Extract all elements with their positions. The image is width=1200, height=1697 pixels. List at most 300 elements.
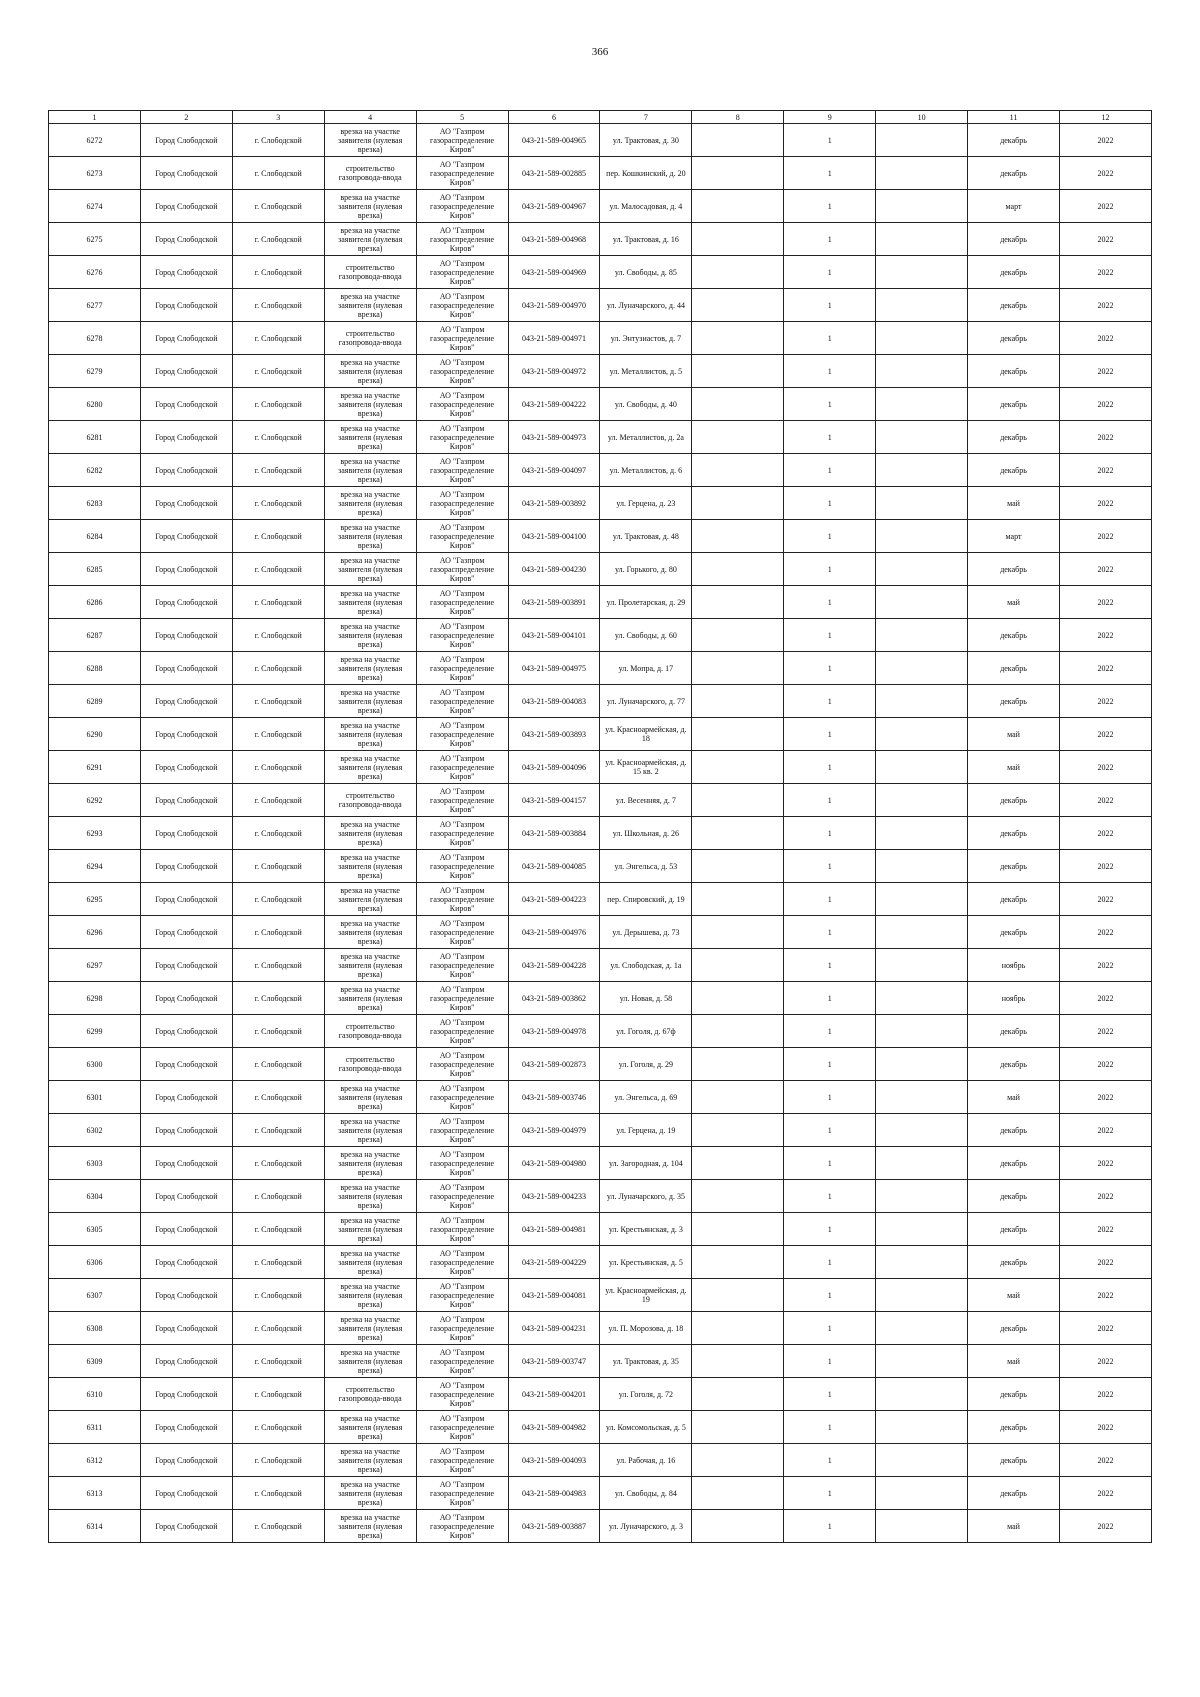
cell-column-10: [876, 1147, 968, 1180]
cell-year: [1059, 619, 1151, 652]
address-text: ул. Загородная, д. 104: [609, 1158, 683, 1168]
organization-text: АО "Газпром газораспределение Киров": [430, 720, 495, 748]
cell-address: [600, 1147, 692, 1180]
cell-municipality: [140, 1312, 232, 1345]
cell-work-type: [324, 619, 416, 652]
municipality-text: Город Слободской: [155, 201, 218, 211]
cell-year: [1059, 190, 1151, 223]
cell-year: [1059, 850, 1151, 883]
cell-work-type: [324, 157, 416, 190]
month-text: декабрь: [1000, 234, 1027, 244]
table-row: [49, 685, 1152, 718]
cell-settlement: [232, 421, 324, 454]
cell-work-type: [324, 1114, 416, 1147]
cell-year: [1059, 1246, 1151, 1279]
cell-year: [1059, 1048, 1151, 1081]
address-text: пер. Спировский, д. 19: [607, 894, 685, 904]
row-number-text: 6288: [86, 663, 103, 673]
cell-year: [1059, 1213, 1151, 1246]
municipality-text: Город Слободской: [155, 399, 218, 409]
cell-quantity: [784, 1510, 876, 1543]
quantity-text: 1: [827, 1224, 832, 1234]
cell-settlement: [232, 1147, 324, 1180]
cell-row-number: [49, 1180, 141, 1213]
cell-municipality: [140, 949, 232, 982]
address-text: ул. Пролетарская, д. 29: [606, 597, 686, 607]
cell-municipality: [140, 1345, 232, 1378]
cell-quantity: [784, 1378, 876, 1411]
month-text: ноябрь: [1001, 960, 1026, 970]
cell-settlement: [232, 1114, 324, 1147]
municipality-text: Город Слободской: [155, 1092, 218, 1102]
row-number-text: 6306: [86, 1257, 103, 1267]
address-text: ул. П. Морозова, д. 18: [608, 1323, 684, 1333]
table-row: [49, 1345, 1152, 1378]
cell-municipality: [140, 652, 232, 685]
cell-row-number: [49, 718, 141, 751]
cell-column-10: [876, 1312, 968, 1345]
cell-municipality: [140, 289, 232, 322]
year-text: 2022: [1097, 1389, 1114, 1399]
cell-address: [600, 256, 692, 289]
settlement-text: г. Слободской: [254, 663, 302, 673]
settlement-text: г. Слободской: [254, 1026, 302, 1036]
application-code-text: 043-21-589-004201: [521, 1389, 586, 1399]
cell-column-8: [692, 1081, 784, 1114]
cell-settlement: [232, 256, 324, 289]
table-row: [49, 916, 1152, 949]
municipality-text: Город Слободской: [155, 1125, 218, 1135]
settlement-text: г. Слободской: [254, 465, 302, 475]
cell-column-10: [876, 1048, 968, 1081]
cell-municipality: [140, 1279, 232, 1312]
quantity-text: 1: [827, 201, 832, 211]
cell-address: [600, 487, 692, 520]
cell-row-number: [49, 1213, 141, 1246]
application-code-text: 043-21-589-004976: [521, 927, 586, 937]
cell-organization: [416, 223, 508, 256]
cell-row-number: [49, 751, 141, 784]
application-code-text: 043-21-589-004081: [521, 1290, 586, 1300]
settlement-text: г. Слободской: [254, 498, 302, 508]
cell-year: [1059, 1378, 1151, 1411]
row-number-text: 6299: [86, 1026, 103, 1036]
table-row: [49, 256, 1152, 289]
table-row: [49, 1378, 1152, 1411]
month-text: декабрь: [1000, 1488, 1027, 1498]
cell-year: [1059, 1477, 1151, 1510]
cell-municipality: [140, 487, 232, 520]
cell-column-10: [876, 421, 968, 454]
cell-row-number: [49, 1114, 141, 1147]
cell-application-code: [508, 1444, 600, 1477]
cell-column-10: [876, 157, 968, 190]
cell-work-type: [324, 1411, 416, 1444]
row-number-text: 6290: [86, 729, 103, 739]
cell-address: [600, 1345, 692, 1378]
address-text: ул. Свободы, д. 85: [614, 267, 677, 277]
column-header-9: 9: [784, 111, 876, 124]
cell-work-type: [324, 652, 416, 685]
settlement-text: г. Слободской: [254, 432, 302, 442]
organization-text: АО "Газпром газораспределение Киров": [430, 654, 495, 682]
settlement-text: г. Слободской: [254, 630, 302, 640]
cell-quantity: [784, 553, 876, 586]
cell-application-code: [508, 421, 600, 454]
cell-quantity: [784, 355, 876, 388]
address-text: ул. Луначарского, д. 35: [606, 1191, 685, 1201]
cell-application-code: [508, 1147, 600, 1180]
table-row: [49, 355, 1152, 388]
municipality-text: Город Слободской: [155, 1257, 218, 1267]
cell-work-type: [324, 1279, 416, 1312]
cell-quantity: [784, 982, 876, 1015]
cell-year: [1059, 1510, 1151, 1543]
cell-column-8: [692, 850, 784, 883]
month-text: декабрь: [1000, 366, 1027, 376]
cell-organization: [416, 157, 508, 190]
table-row: [49, 157, 1152, 190]
month-text: декабрь: [1000, 300, 1027, 310]
cell-address: [600, 784, 692, 817]
cell-column-10: [876, 751, 968, 784]
cell-year: [1059, 520, 1151, 553]
cell-municipality: [140, 190, 232, 223]
cell-row-number: [49, 652, 141, 685]
address-text: ул. Луначарского, д. 44: [606, 300, 685, 310]
cell-year: [1059, 388, 1151, 421]
cell-column-10: [876, 949, 968, 982]
table-row: [49, 1411, 1152, 1444]
cell-quantity: [784, 718, 876, 751]
cell-work-type: [324, 1048, 416, 1081]
row-number-text: 6272: [86, 135, 103, 145]
address-text: ул. Горького, д. 80: [614, 564, 677, 574]
quantity-text: 1: [827, 234, 832, 244]
cell-municipality: [140, 1147, 232, 1180]
municipality-text: Город Слободской: [155, 1389, 218, 1399]
cell-column-8: [692, 190, 784, 223]
cell-organization: [416, 355, 508, 388]
cell-municipality: [140, 1048, 232, 1081]
settlement-text: г. Слободской: [254, 1191, 302, 1201]
cell-column-8: [692, 322, 784, 355]
address-text: ул. Школьная, д. 26: [612, 828, 680, 838]
cell-organization: [416, 1477, 508, 1510]
cell-municipality: [140, 586, 232, 619]
work-type-text: строительство газопровода-ввода: [338, 1022, 402, 1040]
row-number-text: 6279: [86, 366, 103, 376]
cell-column-10: [876, 256, 968, 289]
month-text: декабрь: [1000, 630, 1027, 640]
cell-address: [600, 1246, 692, 1279]
column-header-8: 8: [692, 111, 784, 124]
cell-quantity: [784, 520, 876, 553]
cell-address: [600, 421, 692, 454]
year-text: 2022: [1097, 135, 1114, 145]
cell-month: [968, 388, 1060, 421]
organization-text: АО "Газпром газораспределение Киров": [430, 951, 495, 979]
organization-text: АО "Газпром газораспределение Киров": [430, 852, 495, 880]
work-type-text: врезка на участке заявителя (нулевая врезка): [338, 819, 403, 847]
row-number-text: 6303: [86, 1158, 103, 1168]
cell-month: [968, 322, 1060, 355]
work-type-text: врезка на участке заявителя (нулевая врезка): [338, 1182, 403, 1210]
work-type-text: строительство газопровода-ввода: [338, 791, 402, 809]
cell-quantity: [784, 1147, 876, 1180]
table-row: [49, 1477, 1152, 1510]
cell-application-code: [508, 388, 600, 421]
cell-quantity: [784, 1312, 876, 1345]
organization-text: АО "Газпром газораспределение Киров": [430, 357, 495, 385]
quantity-text: 1: [827, 1026, 832, 1036]
cell-column-8: [692, 256, 784, 289]
application-code-text: 043-21-589-004157: [521, 795, 586, 805]
cell-month: [968, 718, 1060, 751]
cell-application-code: [508, 157, 600, 190]
organization-text: АО "Газпром газораспределение Киров": [430, 1314, 495, 1342]
settlement-text: г. Слободской: [254, 1290, 302, 1300]
year-text: 2022: [1097, 762, 1114, 772]
cell-work-type: [324, 190, 416, 223]
organization-text: АО "Газпром газораспределение Киров": [430, 1050, 495, 1078]
cell-month: [968, 256, 1060, 289]
table-row: [49, 619, 1152, 652]
quantity-text: 1: [827, 861, 832, 871]
cell-month: [968, 1444, 1060, 1477]
cell-month: [968, 1477, 1060, 1510]
organization-text: АО "Газпром газораспределение Киров": [430, 555, 495, 583]
cell-municipality: [140, 1444, 232, 1477]
cell-application-code: [508, 619, 600, 652]
cell-settlement: [232, 1411, 324, 1444]
quantity-text: 1: [827, 1125, 832, 1135]
row-number-text: 6283: [86, 498, 103, 508]
cell-address: [600, 685, 692, 718]
cell-organization: [416, 289, 508, 322]
cell-column-8: [692, 1411, 784, 1444]
cell-organization: [416, 1048, 508, 1081]
address-text: ул. Дерышева, д. 73: [612, 927, 680, 937]
table-row: [49, 718, 1152, 751]
cell-work-type: [324, 520, 416, 553]
quantity-text: 1: [827, 1455, 832, 1465]
year-text: 2022: [1097, 861, 1114, 871]
cell-year: [1059, 685, 1151, 718]
cell-column-10: [876, 1114, 968, 1147]
municipality-text: Город Слободской: [155, 1026, 218, 1036]
cell-application-code: [508, 553, 600, 586]
address-text: ул. Луначарского, д. 3: [608, 1521, 683, 1531]
cell-settlement: [232, 487, 324, 520]
cell-address: [600, 1279, 692, 1312]
quantity-text: 1: [827, 267, 832, 277]
work-type-text: врезка на участке заявителя (нулевая врезка): [338, 621, 403, 649]
quantity-text: 1: [827, 531, 832, 541]
quantity-text: 1: [827, 564, 832, 574]
cell-quantity: [784, 124, 876, 157]
cell-month: [968, 1048, 1060, 1081]
cell-address: [600, 619, 692, 652]
organization-text: АО "Газпром газораспределение Киров": [430, 225, 495, 253]
cell-address: [600, 223, 692, 256]
cell-settlement: [232, 883, 324, 916]
work-type-text: врезка на участке заявителя (нулевая врезка): [338, 753, 403, 781]
cell-row-number: [49, 883, 141, 916]
year-text: 2022: [1097, 1224, 1114, 1234]
work-type-text: врезка на участке заявителя (нулевая врезка): [338, 1215, 403, 1243]
address-text: ул. Гоголя, д. 29: [618, 1059, 674, 1069]
year-text: 2022: [1097, 828, 1114, 838]
cell-work-type: [324, 1477, 416, 1510]
cell-column-8: [692, 1048, 784, 1081]
row-number-text: 6309: [86, 1356, 103, 1366]
cell-application-code: [508, 1015, 600, 1048]
cell-year: [1059, 421, 1151, 454]
quantity-text: 1: [827, 993, 832, 1003]
work-type-text: врезка на участке заявителя (нулевая врезка): [338, 522, 403, 550]
cell-application-code: [508, 124, 600, 157]
cell-column-8: [692, 421, 784, 454]
cell-address: [600, 751, 692, 784]
cell-month: [968, 553, 1060, 586]
cell-address: [600, 1312, 692, 1345]
cell-address: [600, 1081, 692, 1114]
cell-column-10: [876, 553, 968, 586]
cell-work-type: [324, 685, 416, 718]
settlement-text: г. Слободской: [254, 135, 302, 145]
organization-text: АО "Газпром газораспределение Киров": [430, 423, 495, 451]
settlement-text: г. Слободской: [254, 1488, 302, 1498]
municipality-text: Город Слободской: [155, 1422, 218, 1432]
month-text: май: [1007, 498, 1020, 508]
cell-quantity: [784, 289, 876, 322]
cell-column-10: [876, 883, 968, 916]
cell-year: [1059, 1180, 1151, 1213]
table-row: [49, 652, 1152, 685]
work-type-text: врезка на участке заявителя (нулевая врезка): [338, 555, 403, 583]
cell-month: [968, 421, 1060, 454]
settlement-text: г. Слободской: [254, 564, 302, 574]
cell-quantity: [784, 322, 876, 355]
table-row: [49, 520, 1152, 553]
quantity-text: 1: [827, 1389, 832, 1399]
settlement-text: г. Слободской: [254, 366, 302, 376]
cell-settlement: [232, 784, 324, 817]
cell-settlement: [232, 1048, 324, 1081]
table-row: [49, 586, 1152, 619]
row-number-text: 6312: [86, 1455, 103, 1465]
application-code-text: 043-21-589-004980: [521, 1158, 586, 1168]
address-text: ул. Слободская, д. 1а: [610, 960, 682, 970]
cell-column-8: [692, 1015, 784, 1048]
cell-work-type: [324, 850, 416, 883]
cell-municipality: [140, 718, 232, 751]
cell-application-code: [508, 916, 600, 949]
year-text: 2022: [1097, 993, 1114, 1003]
year-text: 2022: [1097, 597, 1114, 607]
cell-year: [1059, 751, 1151, 784]
row-number-text: 6301: [86, 1092, 103, 1102]
cell-month: [968, 982, 1060, 1015]
address-text: ул. Комсомольская, д. 5: [605, 1422, 686, 1432]
cell-municipality: [140, 256, 232, 289]
cell-application-code: [508, 454, 600, 487]
address-text: ул. Гоголя, д. 72: [618, 1389, 674, 1399]
application-code-text: 043-21-589-004979: [521, 1125, 586, 1135]
cell-column-10: [876, 619, 968, 652]
address-text: ул. Энгельса, д. 53: [614, 861, 678, 871]
cell-column-8: [692, 619, 784, 652]
municipality-text: Город Слободской: [155, 993, 218, 1003]
row-number-text: 6280: [86, 399, 103, 409]
cell-municipality: [140, 1114, 232, 1147]
cell-work-type: [324, 322, 416, 355]
cell-settlement: [232, 520, 324, 553]
column-header-7: 7: [600, 111, 692, 124]
cell-column-8: [692, 1180, 784, 1213]
cell-month: [968, 685, 1060, 718]
cell-year: [1059, 784, 1151, 817]
cell-column-10: [876, 1411, 968, 1444]
organization-text: АО "Газпром газораспределение Киров": [430, 159, 495, 187]
table-row: [49, 223, 1152, 256]
cell-year: [1059, 916, 1151, 949]
row-number-text: 6297: [86, 960, 103, 970]
cell-address: [600, 817, 692, 850]
settlement-text: г. Слободской: [254, 729, 302, 739]
cell-month: [968, 1279, 1060, 1312]
cell-row-number: [49, 1279, 141, 1312]
cell-quantity: [784, 916, 876, 949]
address-text: пер. Кошкинский, д. 20: [606, 168, 686, 178]
cell-column-8: [692, 751, 784, 784]
month-text: декабрь: [1000, 1422, 1027, 1432]
cell-row-number: [49, 355, 141, 388]
cell-organization: [416, 652, 508, 685]
column-header-12: 12: [1059, 111, 1151, 124]
cell-organization: [416, 1081, 508, 1114]
cell-municipality: [140, 553, 232, 586]
quantity-text: 1: [827, 960, 832, 970]
cell-row-number: [49, 1345, 141, 1378]
cell-column-8: [692, 652, 784, 685]
cell-work-type: [324, 817, 416, 850]
cell-column-8: [692, 157, 784, 190]
cell-column-8: [692, 817, 784, 850]
cell-year: [1059, 718, 1151, 751]
cell-column-10: [876, 223, 968, 256]
cell-address: [600, 1378, 692, 1411]
address-text: ул. Весенняя, д. 7: [615, 795, 676, 805]
cell-organization: [416, 817, 508, 850]
work-type-text: врезка на участке заявителя (нулевая врезка): [338, 951, 403, 979]
cell-quantity: [784, 487, 876, 520]
cell-month: [968, 520, 1060, 553]
cell-organization: [416, 1510, 508, 1543]
cell-address: [600, 1411, 692, 1444]
year-text: 2022: [1097, 201, 1114, 211]
cell-municipality: [140, 520, 232, 553]
address-text: ул. Металлистов, д. 2а: [607, 432, 684, 442]
work-type-text: врезка на участке заявителя (нулевая врезка): [338, 1446, 403, 1474]
cell-work-type: [324, 1312, 416, 1345]
cell-work-type: [324, 421, 416, 454]
month-text: декабрь: [1000, 795, 1027, 805]
application-code-text: 043-21-589-004100: [521, 531, 586, 541]
cell-column-8: [692, 223, 784, 256]
cell-row-number: [49, 850, 141, 883]
